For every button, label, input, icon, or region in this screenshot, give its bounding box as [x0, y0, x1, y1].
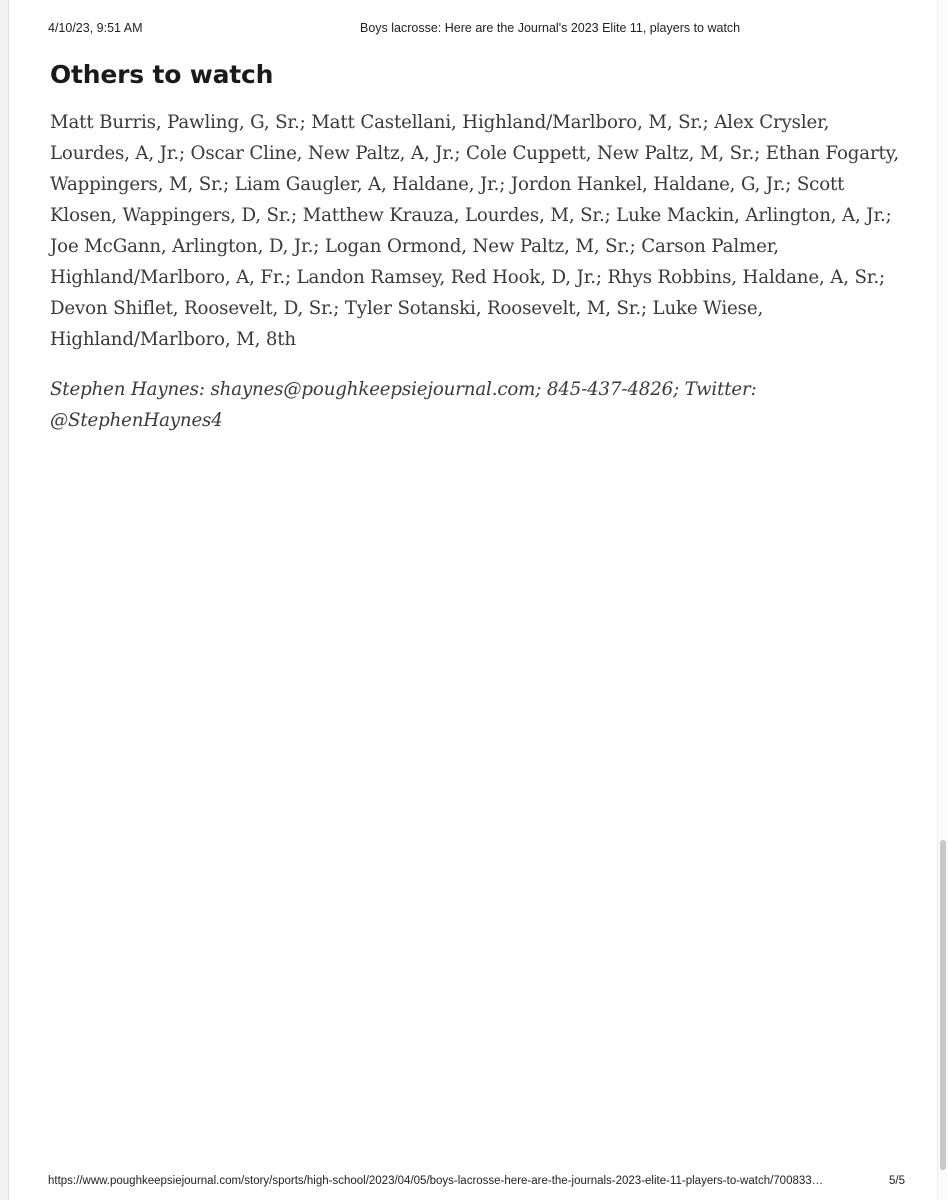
- print-header: [0, 0, 948, 56]
- scrollbar-thumb[interactable]: [940, 840, 946, 1170]
- print-page-title: Boys lacrosse: Here are the Journal's 2023 Elite 11, players to watch: [360, 21, 741, 35]
- page-number: 5/5: [889, 1175, 905, 1187]
- print-date: 4/10/23, 9:51 AM: [48, 21, 143, 35]
- author-byline: Stephen Haynes: shaynes@poughkeepsiejournal.com; 845-437-4826; Twitter: @StephenHaynes4: [50, 379, 757, 431]
- players-paragraph: Matt Burris, Pawling, G, Sr.; Matt Castellani, Highland/Marlboro, M, Sr.; Alex Crysler, Lourdes, A, Jr.; Oscar Cline, New Paltz, A, Jr.; Cole Cuppett, New Paltz, M, Sr.; Ethan Fogarty, Wappingers, M, Sr.; Liam Gaugler, A, Haldane, Jr.; Jordon Hankel, Haldane, G, Jr.; Scott Klosen, Wappingers, D, Sr.; Matthew Krauza, Lourdes, M, Sr.; Luke Mackin, Arlington, A, Jr.; Joe McGann, Arlington, D, Jr.; Logan Ormond, New Paltz, M, Sr.; Carson Palmer, Highland/Marlboro, A, Fr.; Landon Ramsey, Red Hook, D, Jr.; Rhys Robbins, Haldane, A, Sr.; Devon Shiflet, Roosevelt, D, Sr.; Tyler Sotanski, Roosevelt, M, Sr.; Luke Wiese, Highland/Marlboro, M, 8th: [50, 112, 899, 350]
- section-heading: Others to watch: [50, 60, 274, 89]
- print-footer: [0, 1170, 948, 1194]
- page-left-border: [0, 0, 9, 1200]
- scrollbar[interactable]: [937, 0, 948, 1200]
- article-body: [50, 60, 910, 436]
- print-url: https://www.poughkeepsiejournal.com/story/sports/high-school/2023/04/05/boys-lacrosse-here-are-the-journals-2023-elite-11-players-to-watch/700833…: [48, 1175, 824, 1187]
